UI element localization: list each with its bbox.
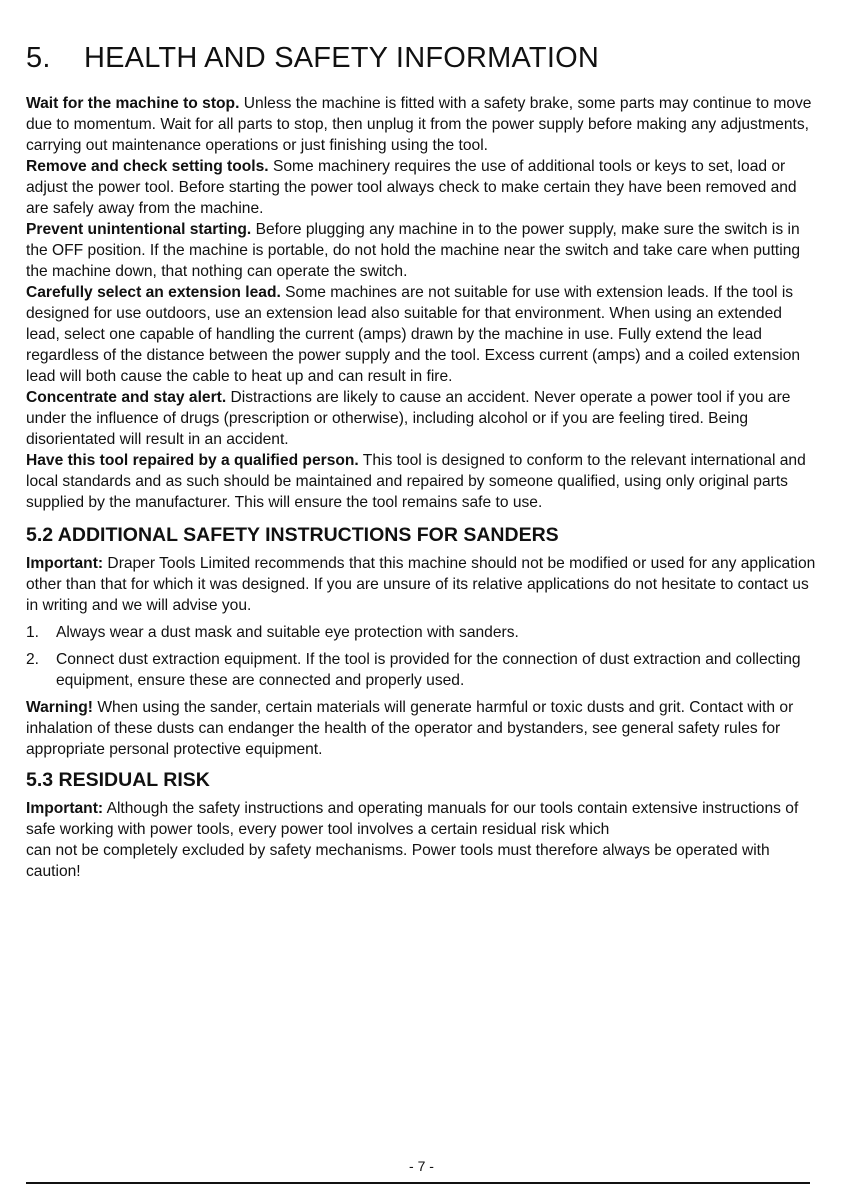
paragraph-text: Distractions are likely to cause an accident. Never operate a power tool if you are under the influence of drugs (prescription or otherwise), including alcohol or if you are feeling tired. Being disorientated will result in an accident. — [26, 389, 791, 448]
paragraph-text: Some machinery requires the use of additional tools or keys to set, load or adjust the power tool. Before starting the power tool always check to make certain they have been removed and are safely away from the machine. — [26, 158, 797, 217]
sanders-warning — [26, 697, 816, 760]
section-title — [26, 42, 599, 75]
paragraph-lead: Wait for the machine to stop. — [26, 95, 240, 112]
residual-heading: 5.3 RESIDUAL RISK — [26, 769, 210, 791]
section-number: 5. — [26, 42, 51, 74]
footer-divider — [26, 1182, 810, 1184]
list-item-number: 1. — [26, 624, 40, 641]
paragraph-lead: Concentrate and stay alert. — [26, 389, 227, 406]
important-text: Draper Tools Limited recommends that this machine should not be modified or used for any application other than that for which it was designed. If you are unsure of its relative applications do not hesitate to contact us in writing and we will advise you. — [26, 555, 816, 614]
paragraph-wait — [26, 93, 816, 156]
paragraph-repair — [26, 450, 816, 513]
paragraph-text: Before plugging any machine in to the power supply, make sure the switch is in the OFF position. If the machine is portable, do not hold the machine near the switch and take care when putting the machine down, that nothing can operate the switch. — [26, 221, 801, 280]
paragraph-lead: Have this tool repaired by a qualified person. — [26, 452, 359, 469]
section-title-text: HEALTH AND SAFETY INFORMATION — [84, 42, 599, 74]
important-lead: Important: — [26, 555, 104, 572]
list-item — [26, 622, 816, 643]
sanders-list — [26, 622, 816, 691]
paragraph-lead: Remove and check setting tools. — [26, 158, 269, 175]
list-item-text: Connect dust extraction equipment. If the tool is provided for the connection of dust extraction and collecting equipment, ensure these are connected and properly used. — [56, 651, 801, 689]
important-lead: Important: — [26, 800, 104, 817]
paragraph-prevent-starting — [26, 219, 816, 282]
residual-text-2: can not be completely excluded by safety mechanisms. Power tools must therefore always be operated with caution! — [26, 842, 770, 880]
page-number: - 7 - — [409, 1158, 434, 1174]
list-item-number: 2. — [26, 651, 40, 668]
paragraph-extension-lead — [26, 282, 816, 387]
sanders-heading: 5.2 ADDITIONAL SAFETY INSTRUCTIONS FOR SANDERS — [26, 524, 559, 546]
paragraph-concentrate — [26, 387, 816, 450]
warning-text: When using the sander, certain materials will generate harmful or toxic dusts and grit. Contact with or inhalation of these dusts can endanger the health of the operator and bystanders, see general safety rules for appropriate personal protective equipment. — [26, 699, 794, 758]
body-text — [26, 93, 816, 882]
list-item-text: Always wear a dust mask and suitable eye protection with sanders. — [56, 624, 519, 641]
warning-lead: Warning! — [26, 699, 93, 716]
paragraph-text: Some machines are not suitable for use with extension leads. If the tool is designed for use outdoors, use an extension lead also suitable for that environment. When using an extended lead, select one capable of handling the current (amps) drawn by the machine in use. Fully extend the lead regardless of the distance between the power supply and the tool. Excess current (amps) and a coiled extension lead will both cause the cable to heat up and can result in fire. — [26, 284, 801, 385]
list-item — [26, 649, 816, 691]
paragraph-lead: Carefully select an extension lead. — [26, 284, 281, 301]
residual-important — [26, 798, 816, 882]
paragraph-text: This tool is designed to conform to the relevant international and local standards and as such should be maintained and repaired by someone qualified, using only original parts supplied by the manufacturer. This will ensure the tool remains safe to use. — [26, 452, 806, 511]
paragraph-lead: Prevent unintentional starting. — [26, 221, 252, 238]
paragraph-remove-tools — [26, 156, 816, 219]
residual-text-1: Although the safety instructions and operating manuals for our tools contain extensive instructions of safe working with power tools, every power tool involves a certain residual risk which — [26, 800, 799, 838]
sanders-important — [26, 553, 816, 616]
paragraph-text: Unless the machine is fitted with a safety brake, some parts may continue to move due to momentum. Wait for all parts to stop, then unplug it from the power supply before making any adjustments, carrying out maintenance operations or just finishing using the tool. — [26, 95, 812, 154]
